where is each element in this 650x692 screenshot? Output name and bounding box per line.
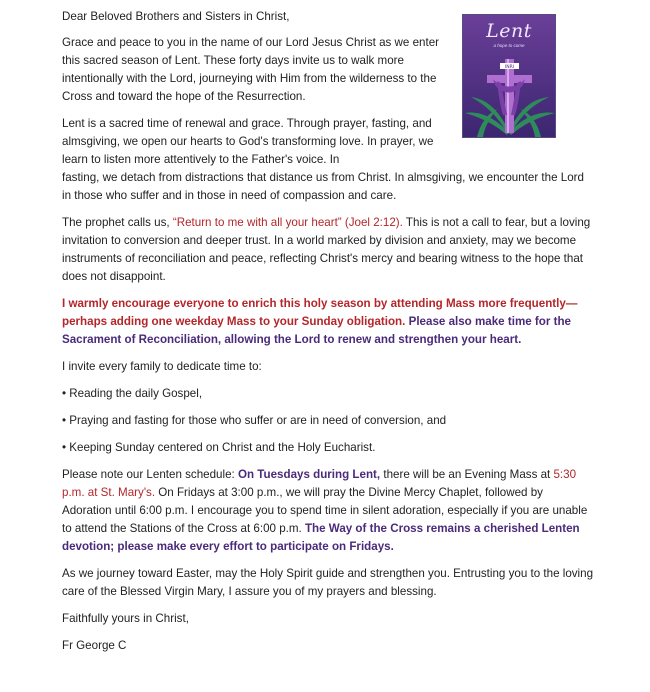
paragraph-schedule xyxy=(62,466,594,556)
bullet-item-sunday: • Keeping Sunday centered on Christ and the Holy Eucharist. xyxy=(62,441,376,454)
schedule-way-of-cross: The Way of the Cross remains a cherished Lenten devotion; please make every effort to participate on Fridays. xyxy=(62,522,580,553)
mass-encouragement: I warmly encourage everyone to enrich this holy season by attending Mass more frequently—perhaps adding one weekday Mass to your Sunday obligation. xyxy=(62,297,578,328)
paragraph-encouragement xyxy=(62,295,594,349)
cover-subtitle: a hope to come xyxy=(493,43,525,48)
paragraph-family-invite: I invite every family to dedicate time to: xyxy=(62,360,262,373)
closing: Faithfully yours in Christ, xyxy=(62,612,189,625)
paragraph-greeting: Grace and peace to you in the name of our Lord Jesus Christ as we enter this sacred season of Lent. These forty days invite us to walk more intentionally with the Lord, journeying with Him from the wilderness to the Cross and toward the hope of the Resurrection. xyxy=(62,36,440,103)
scripture-quote: “Return to me with all your heart” (Joel 2:12). xyxy=(172,216,403,229)
reconciliation-encouragement: Please also make time for the Sacrament of Reconciliation, allowing the Lord to renew and strengthen your heart. xyxy=(62,315,571,346)
letter-body xyxy=(62,8,594,664)
inri-label: INRI xyxy=(504,65,515,70)
paragraph-lent-renewal xyxy=(62,115,594,205)
paragraph-lent-renewal-part2: fasting, we detach from distractions that distance us from Christ. In almsgiving, we encounter the Lord in those who suffer and in those in need of compassion and care. xyxy=(62,171,584,202)
paragraph-blessing: As we journey toward Easter, may the Holy Spirit guide and strengthen you. Entrusting you to the loving care of the Blessed Virgin Mary, I assure you of my prayers and blessing. xyxy=(62,567,594,598)
schedule-evening-mass: there will be an Evening Mass at xyxy=(380,468,554,481)
bullet-item-gospel: • Reading the daily Gospel, xyxy=(62,387,203,400)
paragraph-lent-renewal-part1: Lent is a sacred time of renewal and grace. Through prayer, fasting, and almsgiving, we open our hearts to God's transforming love. In prayer, we learn to listen more attentively to the Father's voice. In xyxy=(62,117,434,166)
schedule-intro: Please note our Lenten schedule: xyxy=(62,468,238,481)
bullet-item-praying: • Praying and fasting for those who suffer or are in need of conversion, and xyxy=(62,414,447,427)
prophet-intro: The prophet calls us, xyxy=(62,216,173,229)
paragraph-prophet xyxy=(62,214,594,286)
schedule-tuesdays: On Tuesdays during Lent, xyxy=(237,468,381,481)
cover-title: Lent xyxy=(486,20,532,42)
schedule-time-location: 5:30 p.m. at St. Mary's. xyxy=(62,468,577,499)
schedule-fridays: On Fridays at 3:00 p.m., we will pray the Divine Mercy Chaplet, followed by Adoration until 6:00 p.m. I encourage you to spend time in silent adoration, especially if you are unable to attend the Stations of the Cross at 6:00 p.m. xyxy=(62,486,588,535)
signature: Fr George C xyxy=(62,639,127,652)
salutation: Dear Beloved Brothers and Sisters in Christ, xyxy=(62,10,290,23)
prophet-text: This is not a call to fear, but a loving invitation to conversion and deeper trust. In a world marked by division and anxiety, may we become instruments of reconciliation and peace, reflecting Christ's mercy and bearing witness to the hope that does not disappoint. xyxy=(62,216,591,283)
